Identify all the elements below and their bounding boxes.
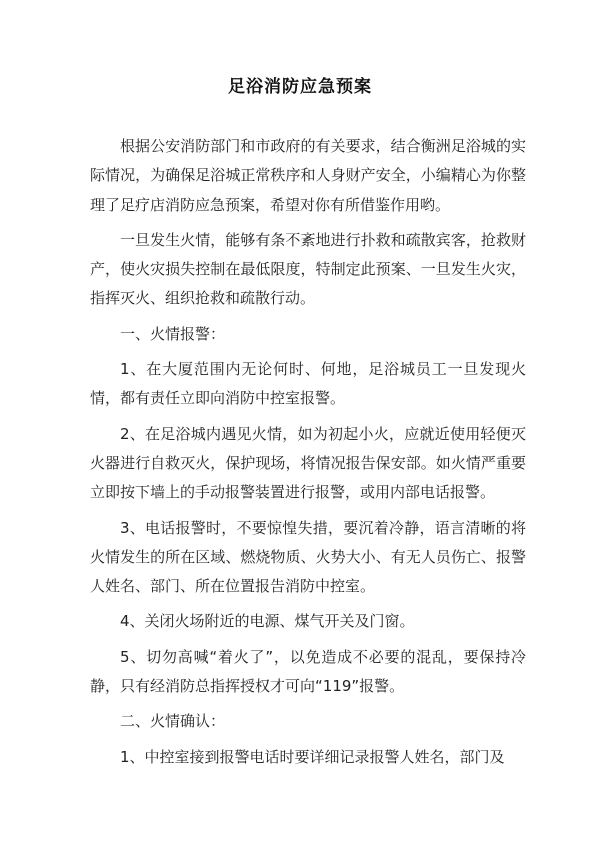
document-body [90, 132, 526, 778]
paragraph-purpose: 一旦发生火情，能够有条不紊地进行扑救和疏散宾客，抢救财产，使火灾损失控制在最低限度，特制定此预案、一旦发生火灾，指挥灭火、组织抢救和疏散行动。 [90, 230, 526, 308]
paragraph-alarm-item-3: 3、电话报警时，不要惊惶失措，要沉着冷静，语言清晰的将火情发生的所在区域、燃烧物质、火势大小、有无人员伤亡、报警人姓名、部门、所在位置报告消防中控室。 [90, 518, 526, 596]
document-title: 足浴消防应急预案 [228, 77, 372, 97]
paragraph-alarm-item-1: 1、在大厦范围内无论何时、何地，足浴城员工一旦发现火情，都有责任立即向消防中控室报警。 [90, 360, 526, 408]
section-heading-fire-confirm: 二、火情确认： [120, 712, 226, 731]
paragraph-alarm-item-5: 5、切勿高喊“着火了”，以免造成不必要的混乱，要保持冷静，只有经消防总指挥授权才可向“119”报警。 [90, 647, 526, 696]
section-heading-fire-alarm: 一、火情报警： [120, 324, 226, 343]
paragraph-confirm-item-1: 1、中控室接到报警电话时要详细记录报警人姓名，部门及 [120, 747, 505, 766]
paragraph-intro: 根据公安消防部门和市政府的有关要求，结合衡洲足浴城的实际情况，为确保足浴城正常秩序和人身财产安全，小编精心为你整理了足疗店消防应急预案，希望对你有所借鉴作用哟。 [90, 137, 526, 214]
paragraph-alarm-item-4: 4、关闭火场附近的电源、煤气开关及门窗。 [120, 612, 415, 631]
paragraph-alarm-item-2: 2、在足浴城内遇见火情，如为初起小火，应就近使用轻便灭火器进行自救灭火，保护现场，将情况报告保安部。如火情严重要立即按下墙上的手动报警装置进行报警，或用内部电话报警。 [90, 424, 526, 502]
